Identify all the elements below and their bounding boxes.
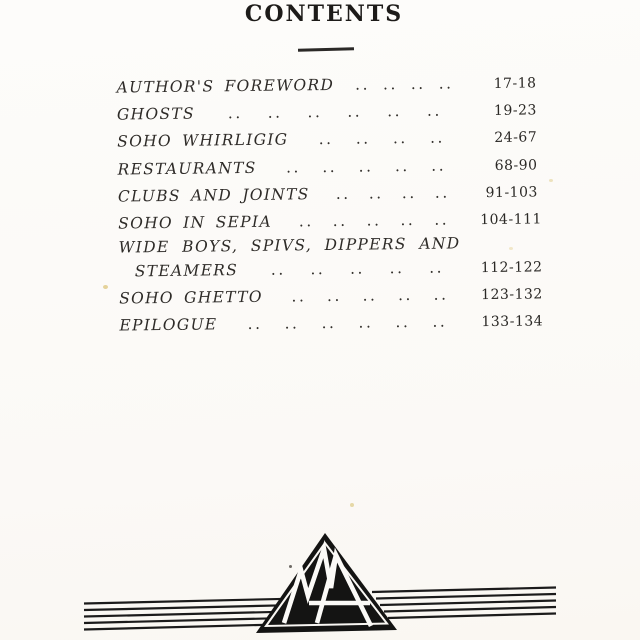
toc-entry-title: SOHO GHETTO [119, 287, 263, 308]
dot-group: .. [387, 102, 403, 121]
paper-speck [103, 285, 108, 289]
dot-group: .. [382, 75, 398, 94]
logo-lines-right [372, 588, 556, 619]
dot-leader [203, 97, 467, 127]
toc-entry-pages: 24-67 [494, 129, 538, 147]
toc-entries [116, 69, 544, 340]
toc-entry-title: RESTAURANTS [117, 158, 257, 179]
dot-group: .. [431, 156, 447, 175]
paper-speck [289, 565, 292, 568]
dot-group: .. [368, 184, 384, 203]
toc-entry-title: SOHO IN SEPIA [118, 212, 272, 233]
dot-group: .. [355, 129, 371, 149]
dot-group: .. [349, 259, 365, 278]
dot-group: .. [284, 314, 300, 333]
toc-entry-word: DIPPERS [324, 235, 407, 255]
dot-group: .. [438, 74, 454, 93]
paper-speck [350, 503, 354, 507]
dot-group: .. [247, 315, 263, 334]
toc-entry-pages: 112-122 [480, 259, 543, 277]
toc-entry-word: WIDE [118, 238, 170, 257]
dot-group: .. [434, 183, 450, 202]
dot-leader [280, 206, 469, 236]
dot-group: .. [335, 184, 351, 203]
dot-group: .. [321, 314, 337, 333]
toc-entry-title: AUTHOR'S FOREWORD [116, 75, 335, 97]
dot-leader [246, 254, 469, 284]
dot-leader [296, 125, 467, 154]
dot-group: .. [358, 157, 374, 176]
dot-group: .. [392, 129, 408, 148]
toc-entry-title: GHOSTS [116, 104, 195, 124]
dot-group: .. [394, 156, 410, 175]
dot-group: .. [291, 287, 307, 306]
dot-group: .. [318, 130, 334, 149]
dot-group: .. [298, 212, 314, 231]
paper-speck [509, 247, 513, 250]
dot-group: .. [347, 102, 363, 121]
toc-entry [119, 308, 544, 340]
toc-entry-word: BOYS, [182, 237, 239, 256]
dot-group: .. [400, 210, 416, 230]
dot-leader [264, 152, 467, 182]
toc-entry-word: SPIVS, [250, 236, 313, 256]
toc-entry [118, 233, 543, 286]
dot-group: .. [270, 260, 286, 279]
toc-entry-pages: 91-103 [485, 184, 538, 201]
toc-entry-pages: 68-90 [494, 157, 538, 174]
dot-leader [271, 281, 470, 311]
toc-entry-pages: 133-134 [481, 313, 544, 331]
dot-group: .. [322, 157, 338, 176]
dot-group: .. [410, 74, 426, 93]
publisher-logo [0, 492, 640, 640]
dot-group: .. [429, 258, 445, 277]
toc-entry-title: SOHO WHIRLIGIG [117, 130, 289, 151]
dot-group: .. [395, 313, 411, 332]
dot-group: .. [326, 286, 342, 306]
dot-group: .. [227, 104, 243, 123]
dot-group: .. [429, 128, 446, 148]
dot-group: .. [426, 101, 442, 120]
dot-group: .. [358, 313, 374, 332]
dot-group: .. [397, 286, 414, 305]
dot-group: .. [267, 103, 283, 122]
toc-entry-line2 [119, 254, 543, 286]
toc-entry-pages: 19-23 [493, 102, 537, 120]
dot-leader [342, 70, 467, 99]
dot-group: .. [355, 75, 371, 94]
toc-entry-pages: 104-111 [480, 211, 542, 229]
dot-group: .. [401, 183, 417, 202]
toc-entry-pages: 123-132 [481, 286, 543, 304]
toc-entry-title-continuation: STEAMERS [134, 261, 239, 281]
dot-group: .. [434, 210, 450, 229]
dot-group: .. [366, 211, 382, 230]
dot-group: .. [285, 157, 301, 177]
dot-group: .. [307, 103, 323, 122]
dot-leader [225, 309, 469, 339]
paper-speck [549, 179, 553, 182]
title-rule [298, 47, 354, 52]
dot-group: .. [362, 286, 378, 305]
toc-entry-pages: 17-18 [493, 75, 537, 92]
toc-entry-word: AND [419, 234, 461, 254]
page-title: CONTENTS [244, 1, 404, 27]
toc-entry-title: EPILOGUE [119, 315, 218, 335]
dot-leader [317, 179, 468, 208]
dot-group: .. [432, 312, 448, 332]
dot-group: .. [433, 285, 449, 304]
logo-lines-left [84, 599, 288, 630]
toc-entry-title: CLUBS AND JOINTS [117, 184, 310, 206]
dot-group: .. [332, 211, 348, 230]
dot-group: .. [389, 259, 405, 278]
dot-group: .. [310, 260, 326, 279]
